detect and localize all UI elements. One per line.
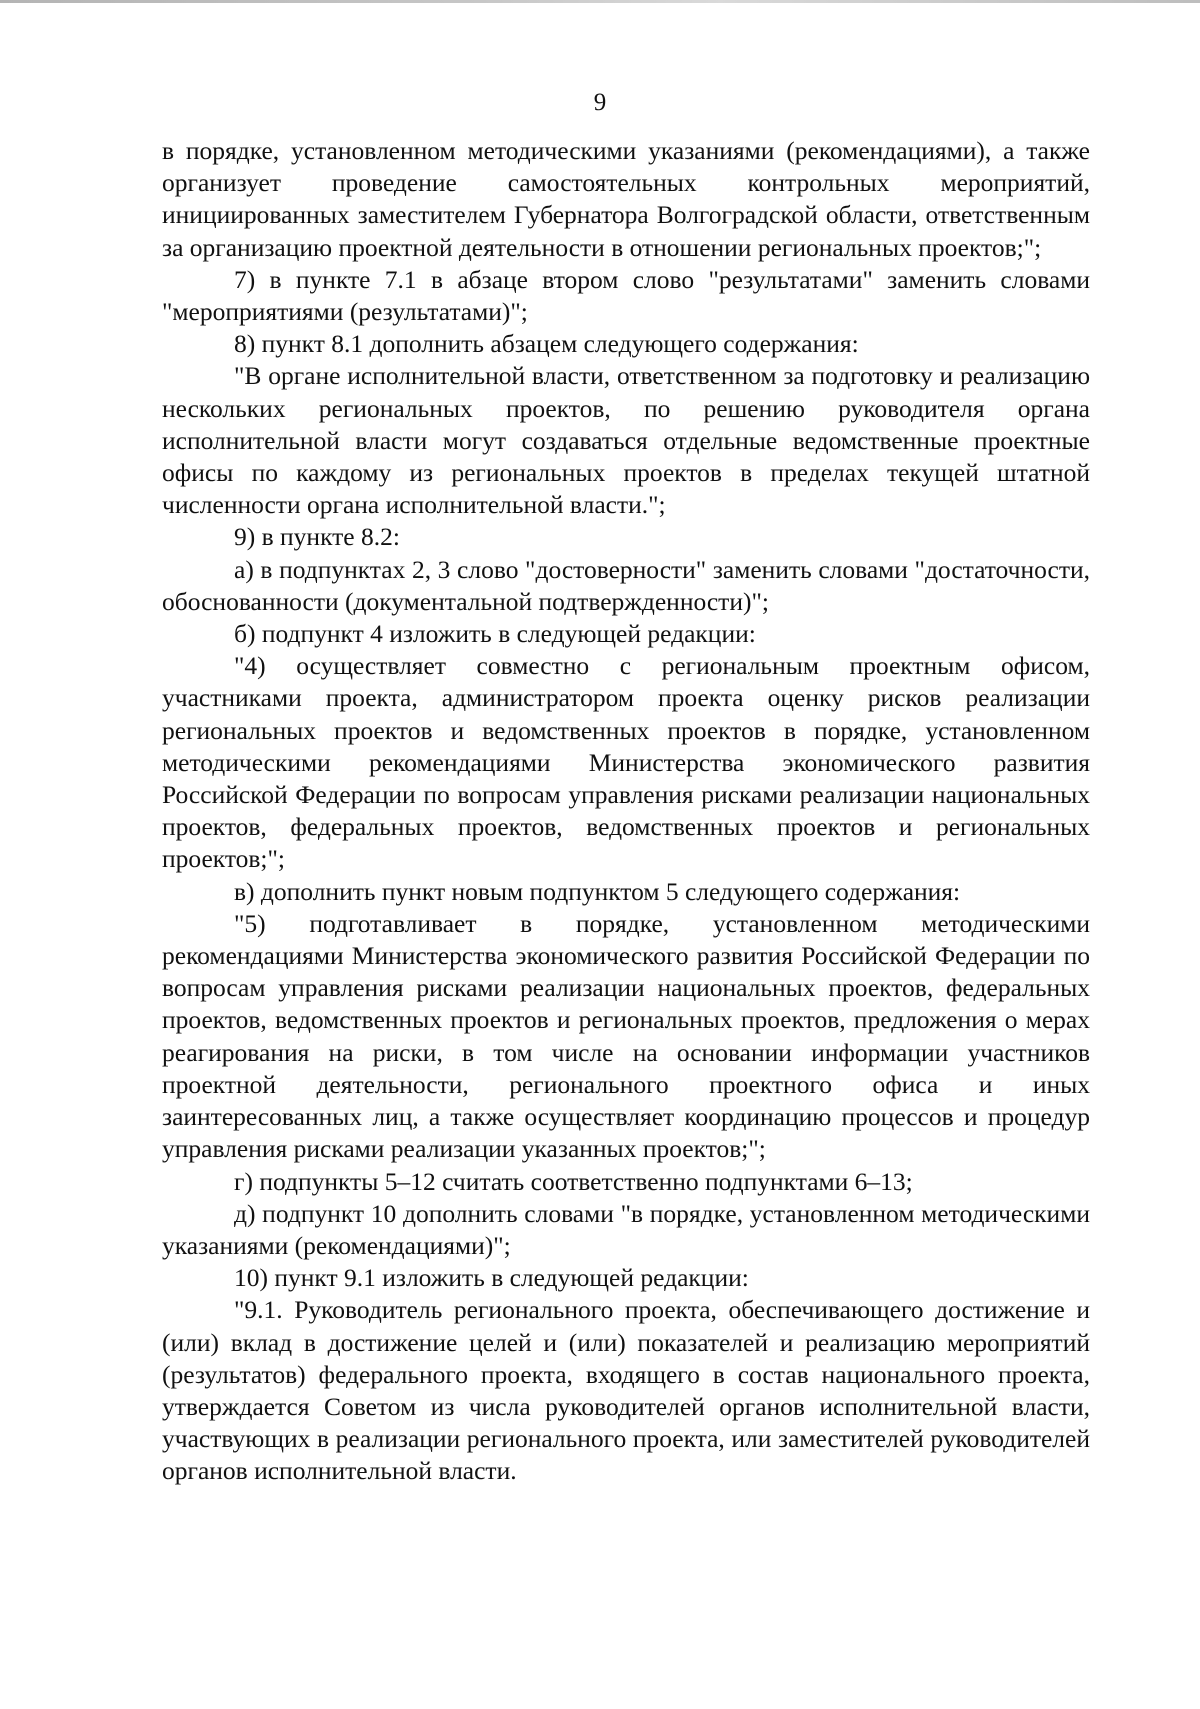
paragraph: "9.1. Руководитель регионального проекта, обеспечивающего достижение и (или) вклад в достижение целей и (или) показателей и реализацию мероприятий (результатов) федерального проекта, входящего в состав национального проекта, утверждается Советом из числа руководителей органов исполнительной власти, участвующих в реализации регионального проекта, или заместителей руководителей органов исполнительной власти. (162, 1295, 1090, 1486)
page-number: 9 (593, 89, 607, 116)
paragraph: "В органе исполнительной власти, ответственном за подготовку и реализацию нескольких региональных проектов, по решению руководителя органа исполнительной власти могут создаваться отдельные ведомственные проектные офисы по каждому из региональных проектов в пределах текущей штатной численности органа исполнительной власти."; (162, 361, 1090, 520)
paragraph: в) дополнить пункт новым подпунктом 5 следующего содержания: (234, 876, 961, 906)
paragraph: 9) в пункте 8.2: (234, 522, 400, 552)
paragraph: "4) осуществляет совместно с региональным проектным офисом, участниками проекта, администратором проекта оценку рисков реализации региональных проектов и ведомственных проектов в порядке, установленном методическими рекомендациями Министерства экономического развития Российской Федерации по вопросам управления рисками реализации национальных проектов, федеральных проектов, ведомственных проектов и региональных проектов;"; (162, 651, 1090, 874)
paragraph: "5) подготавливает в порядке, установленном методическими рекомендациями Министерства экономического развития Российской Федерации по вопросам управления рисками реализации национальных проектов, федеральных проектов, ведомственных проектов и региональных проектов, предложения о мерах реагирования на риски, в том числе на основании информации участников проектной деятельности, регионального проектного офиса и иных заинтересованных лиц, а также осуществляет координацию процессов и процедур управления рисками реализации указанных проектов;"; (162, 908, 1090, 1164)
document-body (162, 135, 1090, 1488)
paragraph: 7) в пункте 7.1 в абзаце втором слово "результатами" заменить словами "мероприятиями (результатами)"; (162, 264, 1090, 327)
paragraph: г) подпункты 5–12 считать соответственно подпунктами 6–13; (234, 1166, 913, 1196)
paragraph: 10) пункт 9.1 изложить в следующей редакции: (234, 1263, 749, 1293)
scan-edge-line (0, 0, 1200, 3)
paragraph: а) в подпунктах 2, 3 слово "достоверности" заменить словами "достаточности, обоснованности (документальной подтвержденности)"; (162, 554, 1090, 616)
paragraph: в порядке, установленном методическими указаниями (рекомендациями), а также организует проведение самостоятельных контрольных мероприятий, инициированных заместителем Губернатора Волгоградской области, ответственным за организацию проектной деятельности в отношении региональных проектов;"; (162, 136, 1090, 262)
paragraph: б) подпункт 4 изложить в следующей редакции: (234, 619, 756, 649)
paragraph: 8) пункт 8.1 дополнить абзацем следующего содержания: (234, 329, 859, 359)
paragraph: д) подпункт 10 дополнить словами "в порядке, установленном методическими указаниями (рекомендациями)"; (162, 1198, 1090, 1260)
